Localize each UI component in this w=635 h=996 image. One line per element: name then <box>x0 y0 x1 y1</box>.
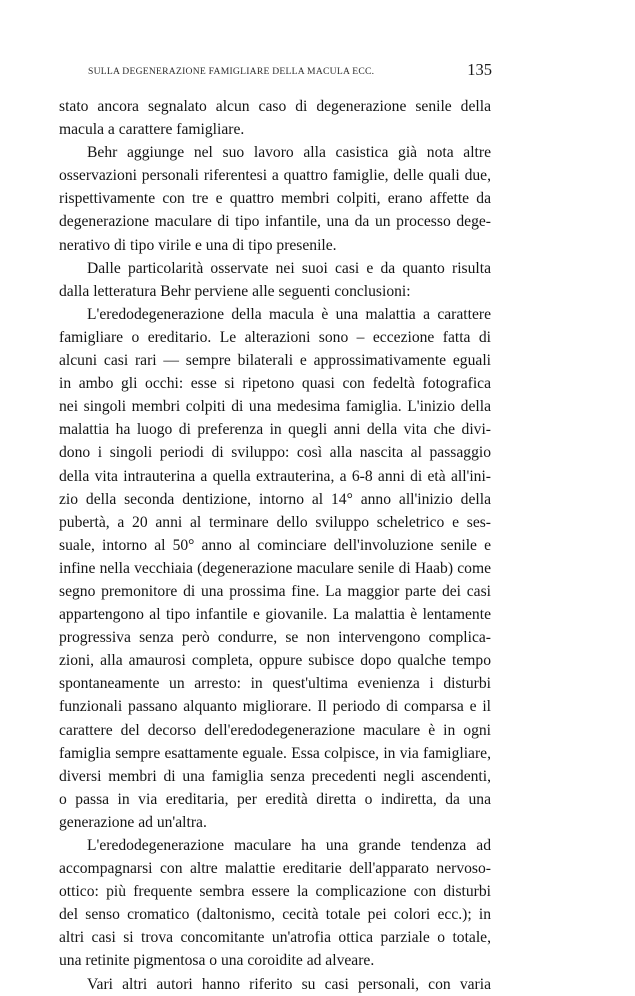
text-line: pubertà, a 20 anni al terminare dello sviluppo scheletrico e ses- <box>59 513 491 531</box>
text-line: o passa in via ereditaria, per eredità diretta o indiretta, da una <box>59 790 491 808</box>
text-line: dalla letteratura Behr perviene alle seguenti conclusioni: <box>59 282 411 300</box>
text-line: Behr aggiunge nel suo lavoro alla casistica già nota altre <box>87 144 491 162</box>
text-line: altri casi si trova concomitante un'atrofia ottica parziale o totale, <box>59 929 491 947</box>
text-line: famiglia sempre esattamente eguale. Essa colpisce, in via famigliare, <box>59 744 491 762</box>
text-line: L'eredodegenerazione maculare ha una grande tendenza ad <box>87 837 491 854</box>
text-line: zio della seconda dentizione, intorno al 14° anno all'inizio della <box>59 490 491 508</box>
text-line: spontaneamente un arresto: in quest'ultima evenienza i disturbi <box>59 675 491 693</box>
text-line: dono i singoli periodi di sviluppo: così alla nascita al passaggio <box>59 444 491 462</box>
text-line: degenerazione maculare di tipo infantile, una da un processo dege- <box>59 213 491 231</box>
text-line: generazione ad un'altra. <box>59 813 207 831</box>
text-line: L'eredodegenerazione della macula è una malattia a carattere <box>87 305 491 323</box>
text-line: del senso cromatico (daltonismo, cecità totale pei colori ecc.); in <box>59 906 491 924</box>
text-line: in ambo gli occhi: esse si ripetono quasi con fedeltà fotografica <box>59 375 491 393</box>
text-line: segno premonitore di una prossima fine. La maggior parte dei casi <box>59 582 491 600</box>
text-line: ottico: più frequente sembra essere la complicazione con disturbi <box>59 883 491 901</box>
running-title: SULLA DEGENERAZIONE FAMIGLIARE DELLA MACULA ECC. <box>88 66 375 77</box>
text-line: appartengono al tipo infantile e giovanile. La malattia è lentamente <box>59 606 491 624</box>
text-line: zioni, alla amaurosi completa, oppure subisce dopo qualche tempo <box>59 652 491 670</box>
page-number: 135 <box>467 60 492 79</box>
text-line: malattia ha luogo di preferenza in quegli anni della vita che divi- <box>59 421 491 439</box>
text-line: nei singoli membri colpiti di una medesima famiglia. L'inizio della <box>59 398 491 416</box>
text-line: della vita intrauterina a quella extrauterina, a 6-8 anni di età all'ini- <box>59 467 491 485</box>
text-line: carattere del decorso dell'eredodegenerazione maculare è in ogni <box>59 721 491 739</box>
text-line: alcuni casi rari — sempre bilaterali e approssimativamente eguali <box>59 352 491 370</box>
body-text <box>59 95 491 996</box>
text-line: diversi membri di una famiglia senza precedenti negli ascendenti, <box>59 767 491 785</box>
text-line: infine nella vecchiaia (degenerazione maculare senile di Haab) come <box>59 559 491 577</box>
text-line: stato ancora segnalato alcun caso di degenerazione senile della <box>59 98 491 115</box>
text-line: suale, intorno al 50° anno al cominciare dell'involuzione senile e <box>59 536 491 554</box>
text-line: nerativo di tipo virile e una di tipo presenile. <box>59 236 337 254</box>
text-line: macula a carattere famigliare. <box>59 121 245 139</box>
text-line: funzionali passano alquanto migliorare. Il periodo di comparsa e il <box>59 698 491 716</box>
text-line: Vari altri autori hanno riferito su casi personali, con varia <box>87 975 491 993</box>
text-line: una retinite pigmentosa o una coroidite ad alveare. <box>59 952 375 970</box>
text-line: accompagnarsi con altre malattie ereditarie dell'apparato nervoso- <box>59 860 491 878</box>
text-line: progressiva senza però condurre, se non intervengono complica- <box>59 629 491 647</box>
text-line: Dalle particolarità osservate nei suoi casi e da quanto risulta <box>87 259 491 277</box>
text-line: rispettivamente con tre e quattro membri colpiti, erano affette da <box>59 190 491 208</box>
text-line: famigliare o ereditario. Le alterazioni sono – eccezione fatta di <box>59 328 491 346</box>
text-line: osservazioni personali riferentesi a quattro famiglie, delle quali due, <box>59 167 491 185</box>
